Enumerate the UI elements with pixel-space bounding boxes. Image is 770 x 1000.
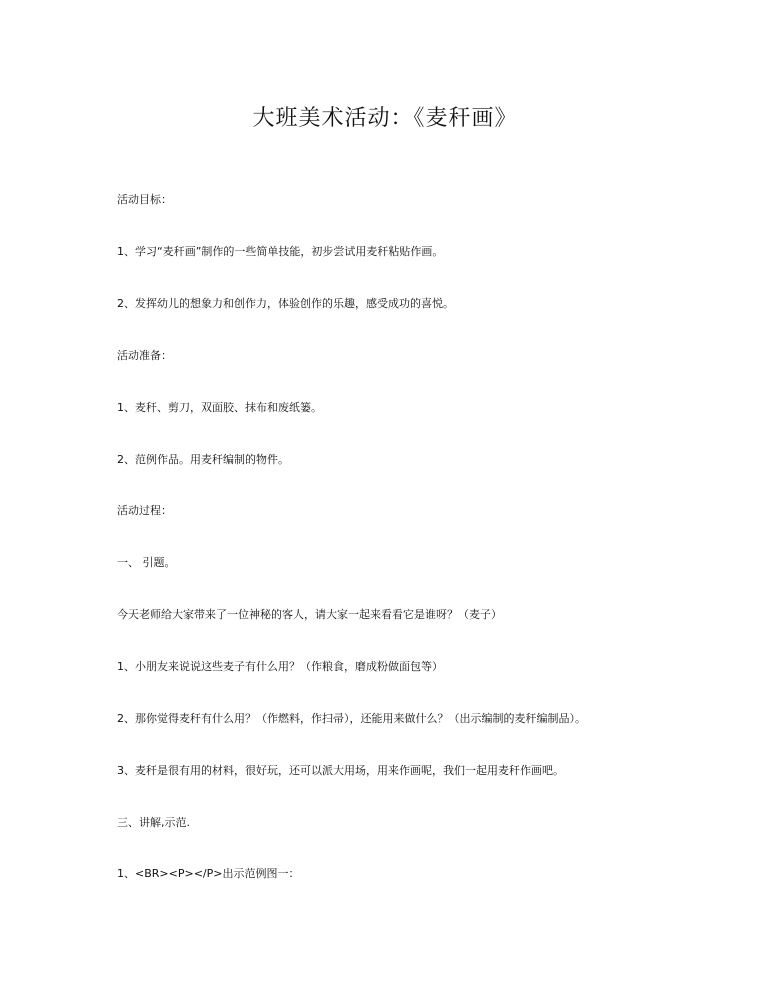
paragraph-preparation-2: 2、范例作品。用麦秆编制的物件。 bbox=[117, 453, 289, 466]
paragraph-question-2: 2、那你觉得麦秆有什么用？（作燃料，作扫帚），还能用来做什么？（出示编制的麦秆编制品）。 bbox=[117, 712, 586, 725]
paragraph-teacher-intro: 今天老师给大家带来了一位神秘的客人，请大家一起来看看它是谁呀？（麦子） bbox=[117, 608, 502, 621]
section-heading-process: 活动过程： bbox=[117, 504, 172, 517]
paragraph-step-intro: 一、 引题。 bbox=[117, 556, 176, 569]
section-heading-objectives: 活动目标： bbox=[117, 193, 172, 206]
paragraph-question-3: 3、麦秆是很有用的材料，很好玩，还可以派大用场，用来作画呢，我们一起用麦秆作画吧。 bbox=[117, 764, 564, 777]
paragraph-preparation-1: 1、麦秆、剪刀，双面胶、抹布和废纸篓。 bbox=[117, 401, 322, 414]
paragraph-demonstration-1: 1、<BR><P></P>出示范例图一： bbox=[117, 867, 300, 880]
section-heading-preparation: 活动准备： bbox=[117, 349, 172, 362]
paragraph-question-1: 1、小朋友来说说这些麦子有什么用？（作粮食，磨成粉做面包等） bbox=[117, 660, 443, 673]
paragraph-objective-1: 1、学习“麦秆画”制作的一些简单技能，初步尝试用麦秆粘贴作画。 bbox=[117, 245, 444, 258]
document-title: 大班美术活动：《麦秆画》 bbox=[252, 105, 518, 131]
section-heading-demonstration: 三、讲解,示范. bbox=[117, 816, 190, 829]
paragraph-objective-2: 2、发挥幼儿的想象力和创作力，体验创作的乐趣，感受成功的喜悦。 bbox=[117, 297, 454, 310]
